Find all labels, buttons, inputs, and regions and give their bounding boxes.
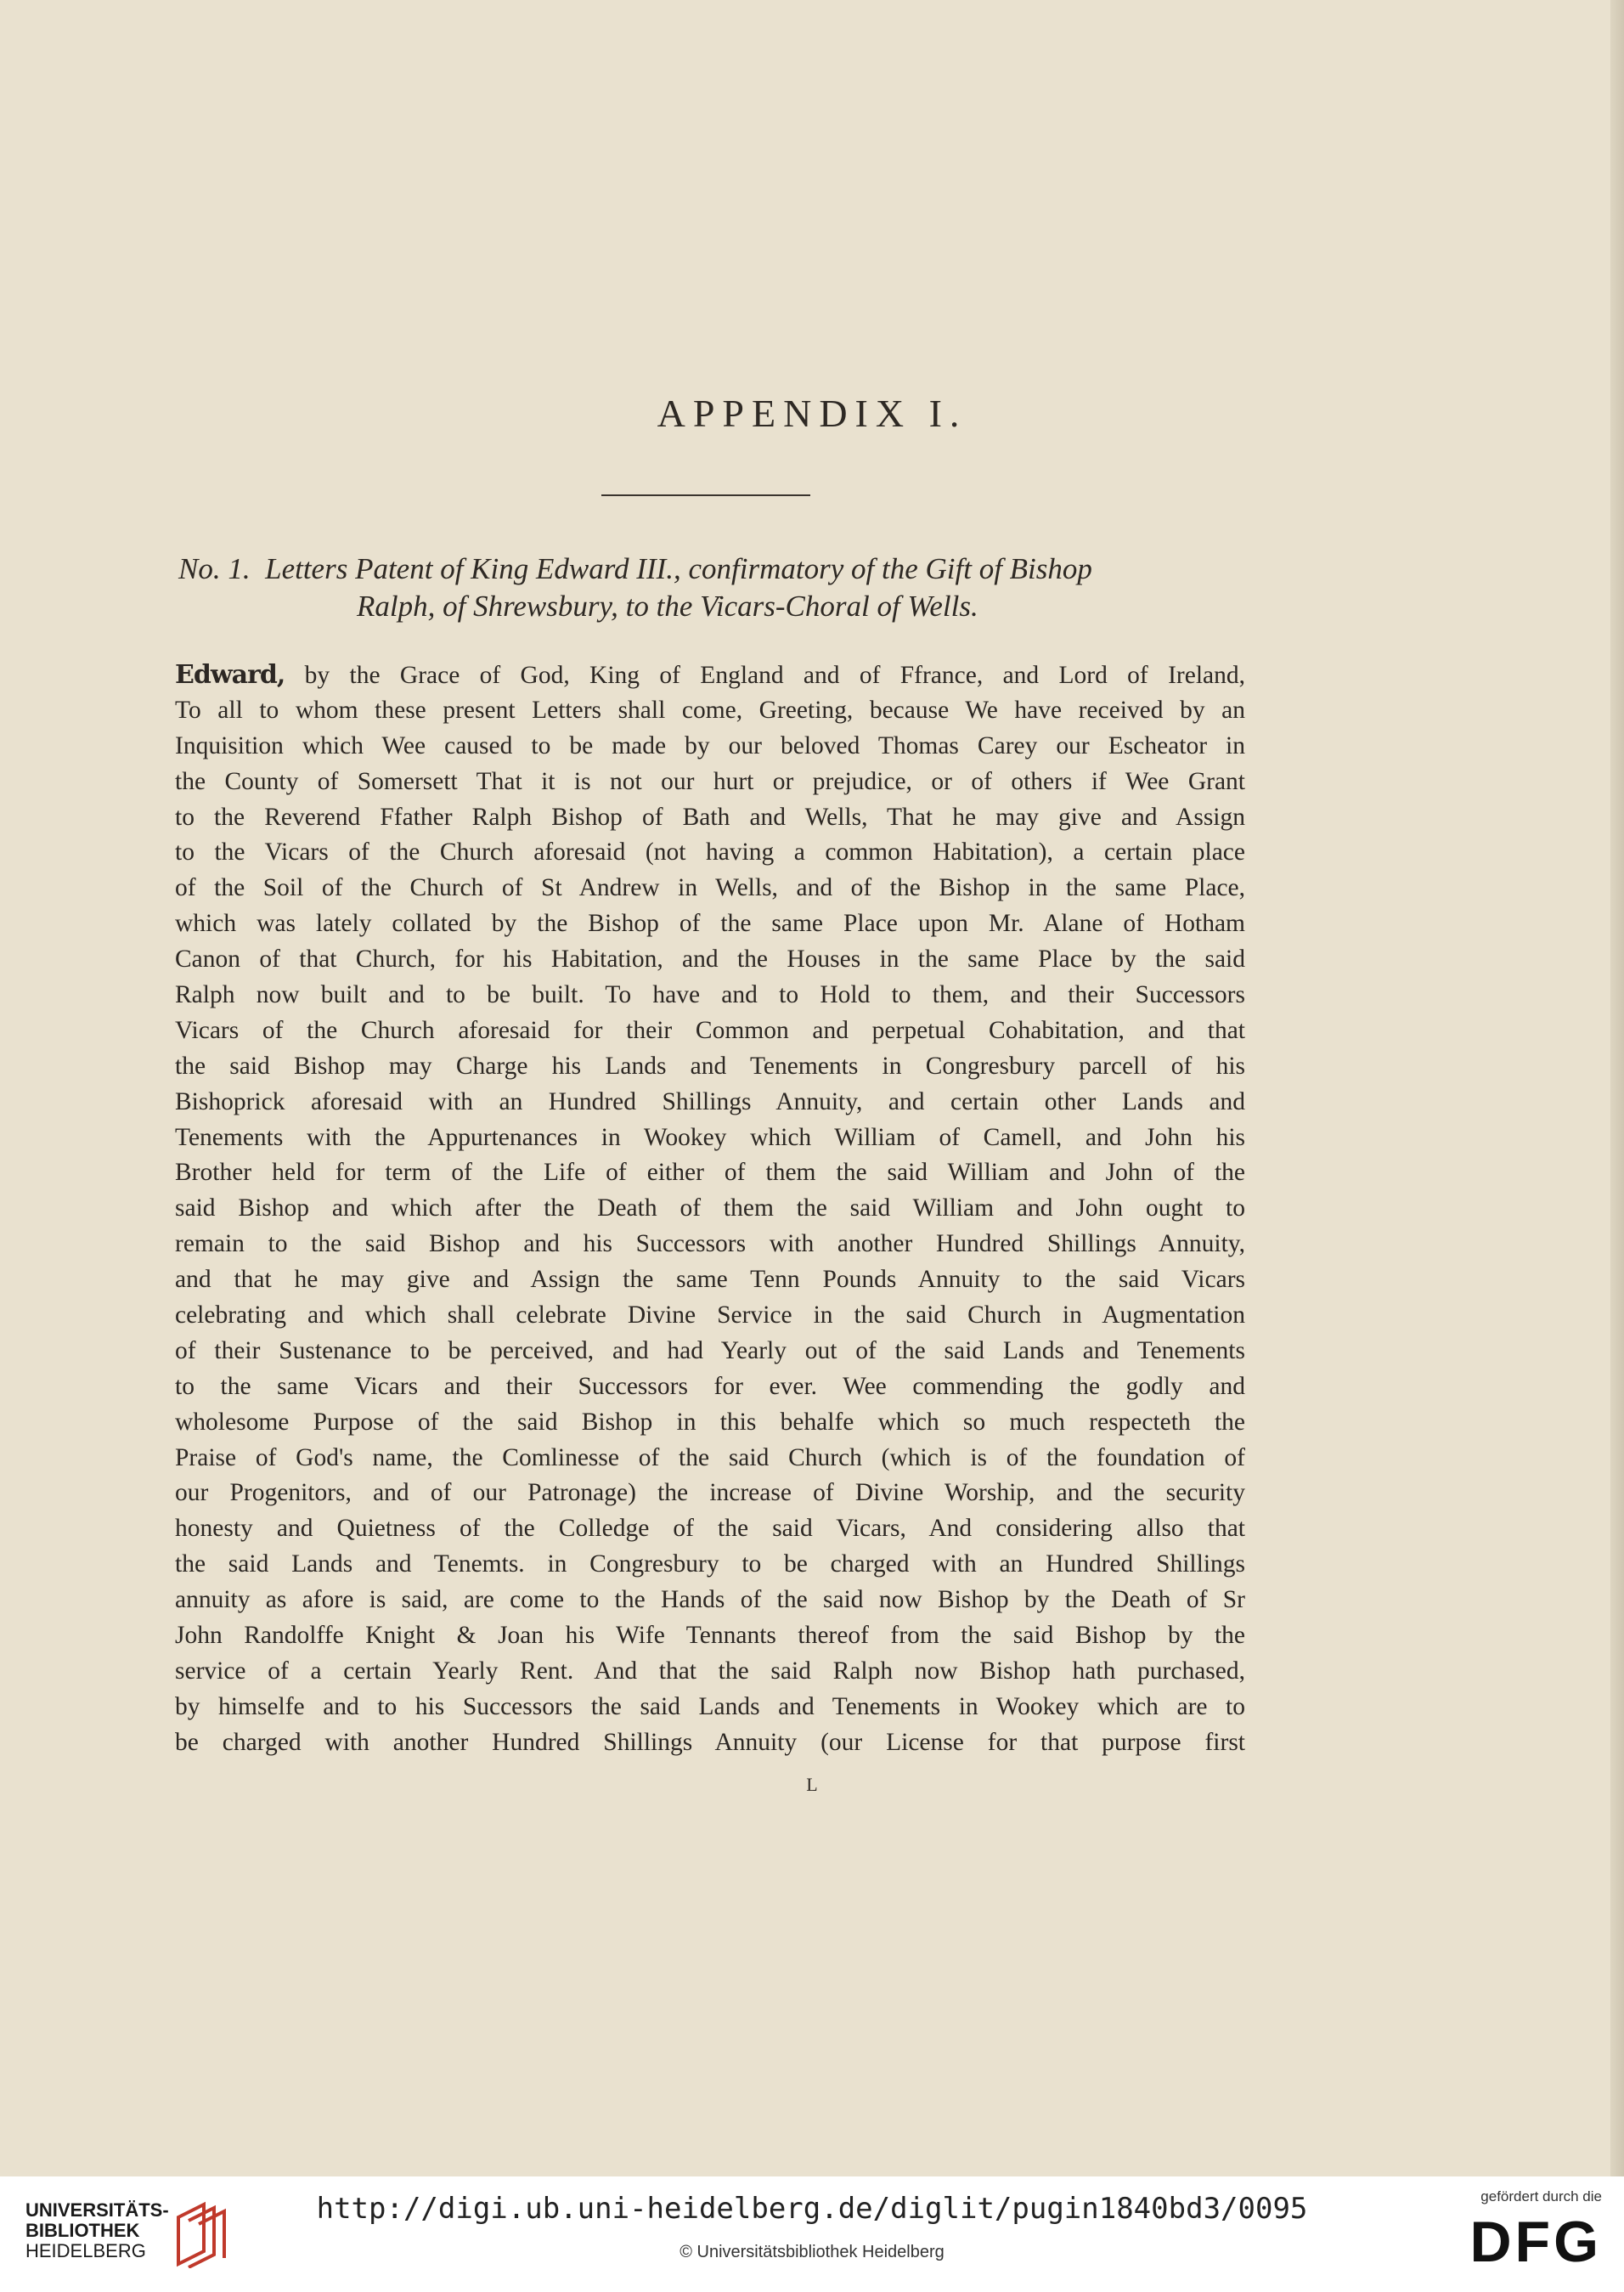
appendix-heading: APPENDIX I. <box>657 392 967 435</box>
text-line: Praise of God's name, the Comlinesse of the said Church (which is of the foundation of <box>175 1443 1245 1471</box>
letter-text <box>175 658 1245 1761</box>
text-line: by himselfe and to his Successors the said Lands and Tenements in Wookey which are to <box>175 1692 1245 1720</box>
text-line: honesty and Quietness of the Colledge of the said Vicars, And considering allso that <box>175 1515 1245 1543</box>
text-line: John Randolffe Knight & Joan his Wife Tennants thereof from the said Bishop by the <box>175 1622 1245 1650</box>
text-line: of their Sustenance to be perceived, and had Yearly out of the said Lands and Tenements <box>175 1336 1245 1364</box>
signature-mark: L <box>806 1774 818 1795</box>
text-line: be charged with another Hundred Shillings Annuity (our License for that purpose first <box>175 1728 1245 1756</box>
text-line: which was lately collated by the Bishop of the same Place upon Mr. Alane of Hotham <box>175 910 1245 938</box>
text-line: our Progenitors, and of our Patronage) the increase of Divine Worship, and the security <box>175 1479 1245 1507</box>
text-line: Edward, by the Grace of God, King of England and of Ffrance, and Lord of Ireland, <box>175 660 1245 690</box>
text-line: service of a certain Yearly Rent. And that the said Ralph now Bishop hath purchased, <box>175 1657 1245 1685</box>
text-line: and that he may give and Assign the same Tenn Pounds Annuity to the said Vicars <box>175 1266 1245 1294</box>
text-line: wholesome Purpose of the said Bishop in this behalfe which so much respecteth the <box>175 1408 1245 1436</box>
text-line: remain to the said Bishop and his Successors with another Hundred Shillings Annuity, <box>175 1230 1245 1258</box>
initial-word: Edward, <box>175 660 285 690</box>
copyright-notice: © Universitätsbibliothek Heidelberg <box>679 2243 945 2261</box>
text-line: Vicars of the Church aforesaid for their Common and perpetual Cohabitation, and that <box>175 1016 1245 1044</box>
title-text-1: Letters Patent of King Edward III., confirmatory of the Gift of Bishop <box>265 552 1092 585</box>
dfg-logo[interactable]: DFG <box>1469 2210 1602 2274</box>
text-line: Brother held for term of the Life of either of them the said William and John of the <box>175 1159 1245 1187</box>
text-line: the said Lands and Tenemts. in Congresbury to be charged with an Hundred Shillings <box>175 1550 1245 1578</box>
text-line: Inquisition which Wee caused to be made by our beloved Thomas Carey our Escheator in <box>175 731 1245 759</box>
text-line: annuity as afore is said, are come to the Hands of the said now Bishop by the Death of Sr <box>175 1586 1245 1614</box>
text-line: celebrating and which shall celebrate Divine Service in the said Church in Augmentation <box>175 1301 1245 1329</box>
page-edge <box>1610 0 1624 2176</box>
text-line: Tenements with the Appurtenances in Wookey which William of Camell, and John his <box>175 1123 1245 1151</box>
text-line: Bishoprick aforesaid with an Hundred Shillings Annuity, and certain other Lands and <box>175 1087 1245 1115</box>
text-line: to the Vicars of the Church aforesaid (not having a common Habitation), a certain place <box>175 838 1245 867</box>
permalink-url[interactable]: http://digi.ub.uni-heidelberg.de/diglit/pugin1840bd3/0095 <box>316 2192 1308 2226</box>
text-line: to the same Vicars and their Successors for ever. Wee commending the godly and <box>175 1372 1245 1400</box>
text-line: the County of Somersett That it is not our hurt or prejudice, or of others if Wee Grant <box>175 767 1245 795</box>
title-line-2: Ralph, of Shrewsbury, to the Vicars-Choral of Wells. <box>357 590 978 623</box>
title-line-1 <box>178 550 1240 588</box>
text-line: said Bishop and which after the Death of them the said William and John ought to <box>175 1194 1245 1222</box>
text-line: To all to whom these present Letters shall come, Greeting, because We have received by an <box>175 696 1245 724</box>
text-line: of the Soil of the Church of St Andrew in Wells, and of the Bishop in the same Place, <box>175 874 1245 902</box>
text-line: Ralph now built and to be built. To have and to Hold to them, and their Successors <box>175 981 1245 1009</box>
document-title <box>178 550 1240 625</box>
text-line: the said Bishop may Charge his Lands and Tenements in Congresbury parcell of his <box>175 1052 1245 1080</box>
library-name: UNIVERSITÄTS- BIBLIOTHEK HEIDELBERG <box>25 2199 169 2261</box>
text-line: Canon of that Church, for his Habitation, and the Houses in the same Place by the said <box>175 946 1245 974</box>
document-number: No. 1. <box>178 552 251 585</box>
heading-rule <box>601 494 810 496</box>
text-line: to the Reverend Ffather Ralph Bishop of Bath and Wells, That he may give and Assign <box>175 803 1245 831</box>
funding-label: gefördert durch die <box>1480 2188 1602 2204</box>
